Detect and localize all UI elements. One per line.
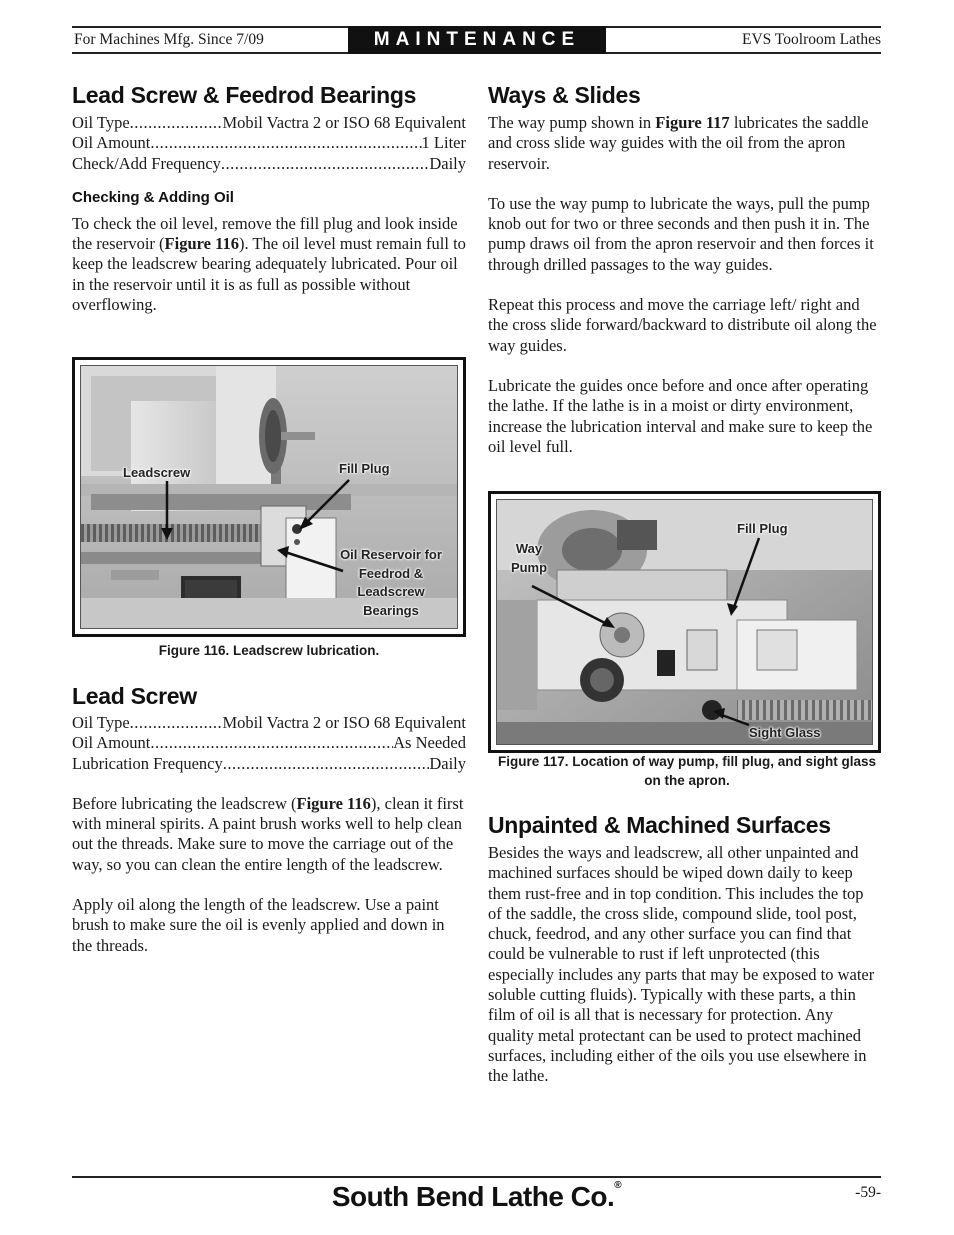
subheading-checking-oil: Checking & Adding Oil (72, 188, 234, 206)
text-run: ). The oil level must remain full to keep the leadscrew bearing adequately lubricated. Pour oil in the reservoir until it is as full as possible without overflowing. (72, 234, 466, 315)
paragraph-way-pump (488, 113, 881, 174)
figure-117-photo (496, 499, 873, 745)
section-title-ways-slides: Ways & Slides (488, 82, 641, 108)
page-header (72, 26, 881, 54)
label-oil-reservoir: Oil Reservoir for Feedrod & Leadscrew Bearings (340, 547, 442, 618)
spec-value: Mobil Vactra 2 or ISO 68 Equivalent (222, 713, 466, 732)
spec-leader (223, 754, 430, 774)
figure-reference: Figure 116 (164, 234, 239, 254)
figure-117-caption: Figure 117. Location of way pump, fill plug, and sight glass on the apron. (497, 754, 877, 788)
text-run: To check the oil level, remove the fill plug and look inside the reservoir ( (72, 213, 458, 254)
paragraph-lubricate-guides: Lubricate the guides once before and once after operating the lathe. If the lathe is in a moist or dirty environment, increase the lubrication interval and make sure to keep the oil level full. (488, 375, 873, 456)
label-fill-plug: Fill Plug (339, 461, 390, 476)
spec-value: 1 Liter (421, 133, 466, 153)
figure-reference: Figure 117 (655, 113, 730, 132)
spec-key: Oil Type (72, 713, 130, 732)
right-column (488, 80, 881, 457)
spec-list-leadscrew (72, 713, 466, 774)
label-way-pump: Way Pump (510, 541, 548, 575)
spec-row (72, 713, 466, 733)
spec-list-feedrod (72, 113, 466, 174)
label-leadscrew: Leadscrew (123, 465, 191, 480)
spec-value: As Needed (393, 733, 466, 753)
spec-row (72, 754, 466, 774)
spec-leader (130, 713, 223, 733)
page-number: -59- (855, 1184, 881, 1201)
figure-117-frame (488, 491, 881, 753)
spec-key: Check/Add Frequency (72, 153, 221, 173)
left-column-lower (72, 681, 466, 956)
figure-116-photo (80, 365, 458, 629)
left-column (72, 80, 466, 315)
spec-row (72, 113, 466, 133)
paragraph-apply-oil: Apply oil along the length of the leadscrew. Use a paint brush to make sure the oil is evenly applied and down in the threads. (72, 895, 445, 955)
label-sight-glass: Sight Glass (749, 725, 821, 740)
text-run: Before lubricating the leadscrew ( (72, 793, 297, 813)
spec-value: Mobil Vactra 2 or ISO 68 Equivalent (222, 113, 466, 132)
text-run: The way pump shown in (488, 113, 656, 132)
spec-row (72, 733, 466, 753)
spec-leader (221, 154, 429, 174)
header-machines-note: For Machines Mfg. Since 7/09 (74, 31, 264, 48)
spec-value: Daily (429, 153, 466, 173)
spec-value: Daily (429, 753, 466, 773)
figure-reference: Figure 116 (296, 793, 371, 813)
right-column-lower (488, 810, 881, 1087)
text-run: ), clean it first with mineral spirits. A paint brush works well to help clean out the threads. Make sure to move the carriage out of the way, so you can clean the entire length of the leadscrew. (72, 793, 464, 874)
footer-rule (72, 1176, 881, 1178)
brand-logo (72, 1180, 881, 1213)
spec-leader (150, 133, 421, 153)
spec-row (72, 133, 466, 153)
paragraph-use-pump: To use the way pump to lubricate the ways, pull the pump knob out for two or three seconds and then push it in. The pump draws oil from the apron reservoir and then forces it through drilled passages to the way guides. (488, 193, 874, 274)
spec-key: Oil Amount (72, 133, 151, 153)
section-title-lead-screw: Lead Screw (72, 683, 197, 709)
spec-leader (130, 113, 223, 133)
header-product-name: EVS Toolroom Lathes (742, 31, 881, 48)
paragraph-checking-oil (72, 214, 466, 315)
spec-row (72, 154, 466, 174)
paragraph-cleaning-leadscrew (72, 794, 466, 875)
paragraph-repeat: Repeat this process and move the carriage left/ right and the cross slide forward/backward to distribute oil along the way guides. (488, 295, 877, 355)
registered-mark: ® (614, 1180, 622, 1191)
paragraph-unpainted-surfaces: Besides the ways and leadscrew, all other unpainted and machined surfaces should be wiped down daily to keep them rust-free and in top condition. This includes the top of the saddle, the cross slide, compound slide, tool post, chuck, feedrod, and any other surface you can find that could be vulnerable to rust if left unprotected (this especially includes any parts that may be exposed to water soluble cutting fluids). Typically with these parts, a thin film of oil is all that is necessary for protection. Any quality metal protectant can be used to protect machined surfaces, including either of the oils you use elsewhere in the lathe. (488, 843, 875, 1086)
label-fill-plug-117: Fill Plug (737, 521, 788, 536)
spec-key: Oil Amount (72, 733, 151, 753)
section-title-unpainted-surfaces: Unpainted & Machined Surfaces (488, 812, 831, 838)
spec-key: Lubrication Frequency (72, 753, 223, 773)
brand-name: South Bend Lathe Co. (331, 1181, 615, 1212)
section-title-leadscrew-feedrod: Lead Screw & Feedrod Bearings (72, 82, 417, 108)
figure-116-caption: Figure 116. Leadscrew lubrication. (158, 643, 380, 658)
spec-leader (150, 733, 393, 753)
spec-key: Oil Type (72, 113, 130, 132)
page-footer (72, 1176, 881, 1216)
figure-116-frame (72, 357, 466, 637)
text-run: lubricates the saddle and cross slide way guides with the oil from the apron reservoir. (488, 113, 869, 173)
header-section-tab: MAINTENANCE (348, 26, 606, 54)
